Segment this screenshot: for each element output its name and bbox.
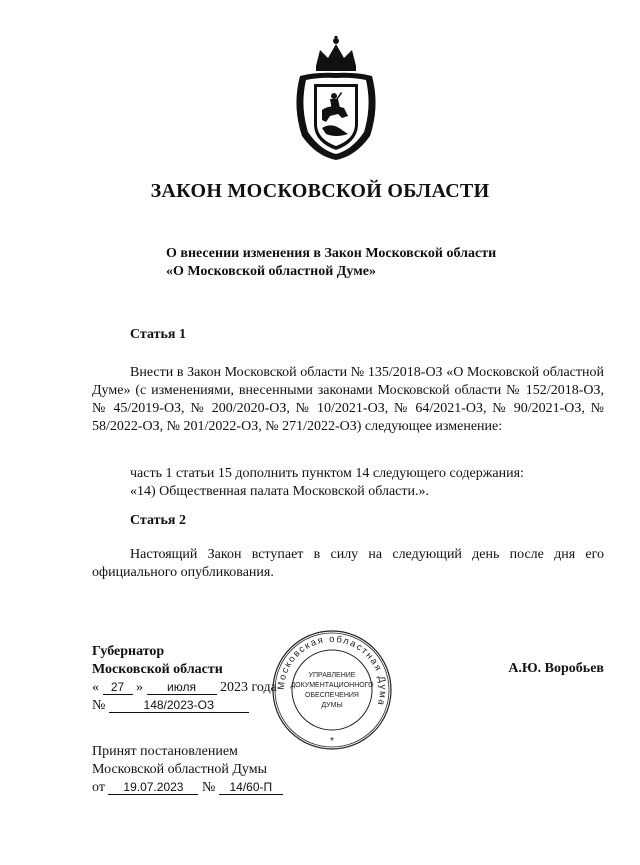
acceptance-from-label: от <box>92 780 105 795</box>
document-title: ЗАКОН МОСКОВСКОЙ ОБЛАСТИ <box>150 180 490 202</box>
acceptance-line-3 <box>92 779 283 797</box>
law-subject <box>166 245 496 281</box>
article-1-amendment-text: «14) Общественная палата Московской области.». <box>130 484 429 499</box>
acceptance-line-2: Московской областной Думы <box>92 762 267 777</box>
stamp-center-line-3: ОБЕСПЕЧЕНИЯ <box>305 692 359 699</box>
article-2-heading: Статья 2 <box>130 513 186 528</box>
date-month: июля <box>147 680 217 695</box>
article-1-amendment-instruction: часть 1 статьи 15 дополнить пунктом 14 следующего содержания: <box>130 466 524 481</box>
acceptance-number-label: № <box>201 780 216 795</box>
signature-number <box>92 697 277 715</box>
acceptance-line-1: Принят постановлением <box>92 744 238 759</box>
article-1-body: Внести в Закон Московской области № 135/2018-ОЗ «О Московской областной Думе» (с изменениями, внесенными законами Московской области № 152/2018-ОЗ, № 45/2019-ОЗ, № 200/2020-ОЗ, № 10/2021-ОЗ, № 64/2021-ОЗ, № 90/2021-ОЗ, № 58/2022-ОЗ, № 201/2022-ОЗ, № 271/2022-ОЗ) следующее изменение: <box>92 365 604 434</box>
stamp-seal-icon <box>270 628 394 752</box>
coat-of-arms-icon <box>286 36 386 164</box>
acceptance-date: 19.07.2023 <box>108 780 198 795</box>
governor-title-line-1: Губернатор <box>92 644 165 659</box>
stamp-center-line-2: ДОКУМЕНТАЦИОННОГО <box>290 682 374 689</box>
number-label: № <box>92 698 106 713</box>
law-subject-line-1: О внесении изменения в Закон Московской области <box>166 246 497 261</box>
date-year: 2023 года <box>220 680 277 695</box>
stamp-ring-text: Московская областная Дума <box>275 633 389 708</box>
governor-name: А.Ю. Воробьев <box>508 661 604 676</box>
stamp-center-line-4: ДУМЫ <box>321 702 343 709</box>
article-2-body: Настоящий Закон вступает в силу на следующий день после дня его официального опубликования. <box>92 547 604 580</box>
acceptance-block <box>92 743 283 797</box>
signature-date <box>92 679 277 697</box>
date-quote-open: « <box>92 680 99 695</box>
stamp-center-line-1: УПРАВЛЕНИЕ <box>308 672 356 679</box>
law-number: 148/2023-ОЗ <box>109 698 249 713</box>
date-quote-close: » <box>136 680 143 695</box>
official-stamp <box>270 628 394 752</box>
signature-block <box>92 643 277 715</box>
date-day: 27 <box>103 680 133 695</box>
acceptance-number: 14/60-П <box>219 780 283 795</box>
governor-title-line-2: Московской области <box>92 662 223 677</box>
law-subject-line-2: «О Московской областной Думе» <box>166 264 376 279</box>
article-1-heading: Статья 1 <box>130 327 186 342</box>
stamp-star: * <box>330 736 334 747</box>
